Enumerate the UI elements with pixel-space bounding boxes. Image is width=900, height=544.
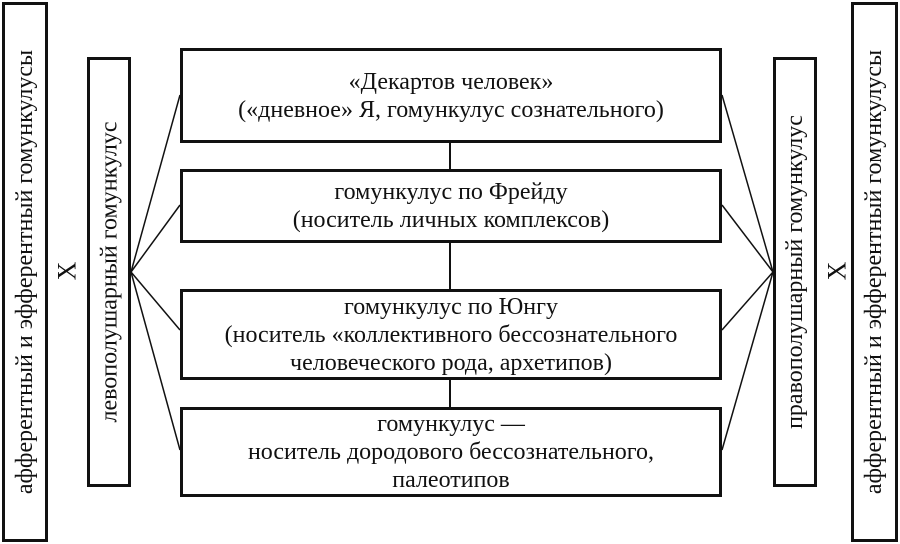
level-box-descartes: [180, 48, 722, 143]
connector-right-1: [722, 95, 773, 272]
cross-right-mark: X: [822, 261, 852, 281]
connector-right-2: [722, 205, 773, 272]
connector-left-2: [131, 205, 180, 272]
level-2-line-2: (носитель личных комплексов): [292, 207, 610, 233]
connector-left-1: [131, 95, 180, 272]
level-4-line-3: палеотипов: [392, 467, 510, 493]
outer-left-label: афферентный и эфферентный гомункулусы: [12, 49, 39, 495]
level-4-line-2: носитель дородового бессознательного,: [247, 439, 655, 465]
cross-left-mark: X: [52, 261, 82, 281]
connector-right-4: [722, 272, 773, 450]
outer-right-box: [851, 2, 898, 542]
level-1-line-2: («дневное» Я, гомункулус сознательного): [238, 96, 664, 123]
level-box-freud: [180, 169, 722, 243]
level-3-line-3: человеческого рода, архетипов): [290, 349, 612, 376]
level-box-jung: [180, 289, 722, 380]
level-3-line-1: гомункулус по Юнгу: [344, 293, 558, 320]
connector-left-4: [131, 272, 180, 450]
level-1-line-1: «Декартов человек»: [348, 68, 554, 95]
level-3-line-2: (носитель «коллективного бессознательного: [224, 321, 678, 348]
outer-right-label: афферентный и эфферентный гомункулусы: [861, 49, 888, 495]
right-hemisphere-box: [773, 57, 817, 487]
left-hemisphere-label: левополушарный гомункулус: [96, 121, 122, 423]
outer-left-box: [2, 2, 48, 542]
level-2-line-1: гомункулус по Фрейду: [334, 179, 568, 205]
level-4-line-1: гомункулус —: [377, 411, 525, 437]
level-box-prenatal: [180, 407, 722, 497]
left-hemisphere-box: [87, 57, 131, 487]
right-hemisphere-label: правополушарный гомункулус: [782, 115, 809, 429]
